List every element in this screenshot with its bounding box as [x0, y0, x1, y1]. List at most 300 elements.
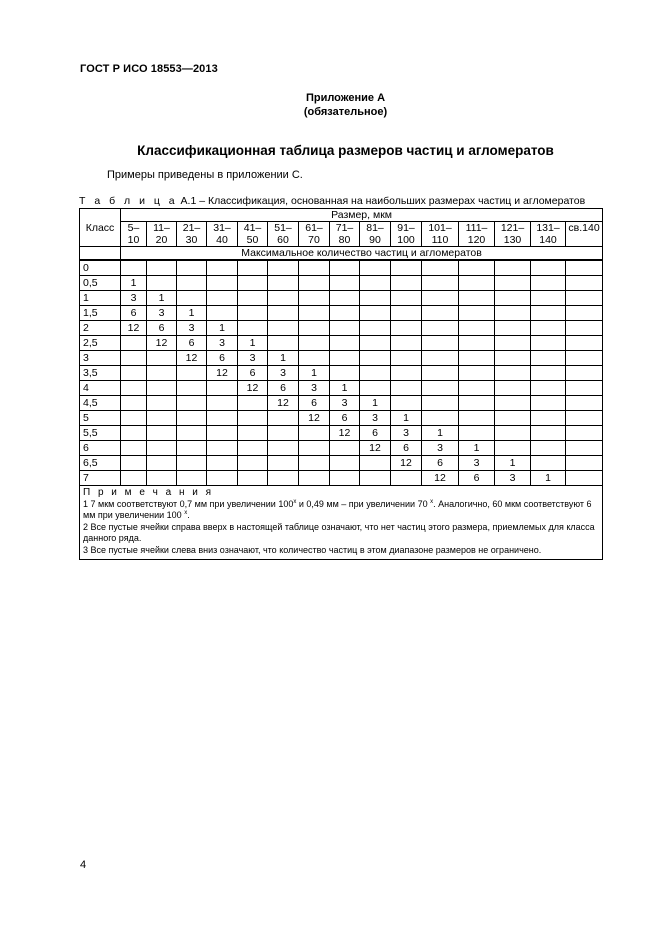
- count-cell: [238, 411, 268, 426]
- count-cell: 1: [459, 441, 495, 456]
- count-cell: [566, 426, 603, 441]
- count-cell: [238, 291, 268, 306]
- table-caption-text: А.1 – Классификация, основанная на наибольших размерах частиц и агломератов: [177, 195, 586, 207]
- count-cell: [422, 321, 459, 336]
- count-cell: [299, 336, 330, 351]
- table-row: [80, 426, 603, 441]
- count-cell: [360, 381, 391, 396]
- count-cell: [238, 471, 268, 486]
- size-range-header: [207, 222, 238, 247]
- count-cell: [121, 260, 147, 276]
- classification-table: [79, 208, 603, 560]
- size-range-to: 120: [467, 234, 486, 246]
- count-cell: [177, 276, 207, 291]
- count-cell: 1: [495, 456, 531, 471]
- count-cell: 3: [391, 426, 422, 441]
- table-row: [80, 471, 603, 486]
- size-range-from: 71–: [335, 222, 354, 234]
- class-cell: 0: [80, 260, 121, 276]
- count-cell: [422, 336, 459, 351]
- size-range-to: 90: [369, 234, 381, 246]
- count-cell: [531, 396, 566, 411]
- table-row: [80, 456, 603, 471]
- count-cell: [207, 456, 238, 471]
- count-cell: [207, 411, 238, 426]
- count-cell: [391, 336, 422, 351]
- note-1-part: х: [430, 498, 434, 505]
- count-cell: [238, 456, 268, 471]
- note-1-part: 1 7 мкм соответствуют 0,7 мм при увеличении 100: [83, 498, 294, 509]
- count-cell: [207, 396, 238, 411]
- count-cell: [121, 411, 147, 426]
- count-cell: [566, 306, 603, 321]
- count-cell: [268, 260, 299, 276]
- count-cell: 12: [330, 426, 360, 441]
- count-cell: [531, 336, 566, 351]
- count-cell: [268, 336, 299, 351]
- count-cell: 1: [330, 381, 360, 396]
- count-cell: [566, 366, 603, 381]
- count-cell: 1: [238, 336, 268, 351]
- count-cell: [391, 291, 422, 306]
- count-cell: [422, 306, 459, 321]
- count-cell: [459, 366, 495, 381]
- note-1: [83, 499, 599, 522]
- header-row-count: [80, 247, 603, 261]
- count-cell: [495, 336, 531, 351]
- count-cell: [268, 276, 299, 291]
- count-cell: [360, 336, 391, 351]
- size-range-header: [177, 222, 207, 247]
- count-cell: 1: [177, 306, 207, 321]
- count-cell: [207, 260, 238, 276]
- count-cell: [459, 336, 495, 351]
- count-cell: [531, 351, 566, 366]
- count-header: Максимальное количество частиц и агломератов: [121, 247, 603, 261]
- count-cell: [495, 411, 531, 426]
- count-cell: 12: [121, 321, 147, 336]
- count-cell: [238, 306, 268, 321]
- count-cell: [177, 441, 207, 456]
- size-range-to: 20: [155, 234, 168, 246]
- class-cell: 4: [80, 381, 121, 396]
- class-header-blank: [80, 247, 121, 261]
- count-cell: [391, 321, 422, 336]
- size-range-header: [495, 222, 531, 247]
- size-range-from: 91–: [397, 222, 415, 234]
- size-range-header: [299, 222, 330, 247]
- count-cell: [238, 260, 268, 276]
- count-cell: [566, 336, 603, 351]
- count-cell: [391, 471, 422, 486]
- count-cell: [391, 306, 422, 321]
- class-cell: 6: [80, 441, 121, 456]
- main-title-text: Классификационная таблица размеров частиц и агломератов: [137, 143, 554, 158]
- count-cell: [177, 260, 207, 276]
- count-cell: [495, 260, 531, 276]
- size-range-to: 30: [185, 234, 198, 246]
- count-cell: [360, 366, 391, 381]
- count-cell: [422, 260, 459, 276]
- count-cell: [531, 426, 566, 441]
- count-cell: [207, 381, 238, 396]
- size-range-from: 121–: [500, 222, 525, 234]
- count-cell: [566, 260, 603, 276]
- count-cell: [299, 306, 330, 321]
- count-cell: 6: [177, 336, 207, 351]
- count-cell: 12: [238, 381, 268, 396]
- note-1-part: и 0,49 мм – при увеличении 70: [296, 498, 431, 509]
- count-cell: 1: [422, 426, 459, 441]
- count-cell: [147, 381, 177, 396]
- count-cell: [459, 351, 495, 366]
- count-cell: [177, 366, 207, 381]
- count-cell: [299, 351, 330, 366]
- size-range-from: 51–: [274, 222, 292, 234]
- count-cell: 3: [147, 306, 177, 321]
- count-cell: [495, 441, 531, 456]
- size-range-from: 41–: [243, 222, 262, 234]
- table-row: [80, 441, 603, 456]
- count-cell: [177, 426, 207, 441]
- count-cell: [391, 396, 422, 411]
- class-cell: 3: [80, 351, 121, 366]
- count-cell: 6: [422, 456, 459, 471]
- class-cell: 0,5: [80, 276, 121, 291]
- table-row: [80, 260, 603, 276]
- count-cell: [459, 426, 495, 441]
- size-header: Размер, мкм: [121, 209, 603, 222]
- size-range-to: 140: [539, 234, 557, 246]
- count-cell: 12: [391, 456, 422, 471]
- count-cell: [147, 411, 177, 426]
- note-1-part: х: [293, 498, 297, 505]
- class-header: Класс: [80, 209, 121, 247]
- count-cell: 1: [299, 366, 330, 381]
- count-cell: [495, 381, 531, 396]
- count-cell: [121, 471, 147, 486]
- count-cell: [459, 396, 495, 411]
- count-cell: [299, 276, 330, 291]
- count-cell: 3: [268, 366, 299, 381]
- count-cell: [360, 260, 391, 276]
- count-cell: [177, 291, 207, 306]
- count-cell: [330, 291, 360, 306]
- count-cell: [330, 276, 360, 291]
- count-cell: 6: [268, 381, 299, 396]
- count-cell: [360, 321, 391, 336]
- size-range-header: [121, 222, 147, 247]
- count-cell: 6: [391, 441, 422, 456]
- count-cell: [299, 441, 330, 456]
- count-cell: [207, 471, 238, 486]
- size-range-from: 81–: [366, 222, 384, 234]
- count-cell: [147, 276, 177, 291]
- count-cell: [147, 260, 177, 276]
- size-range-from: 5–: [127, 222, 140, 234]
- count-cell: 6: [121, 306, 147, 321]
- count-cell: [422, 276, 459, 291]
- count-cell: [391, 260, 422, 276]
- count-cell: [495, 396, 531, 411]
- count-cell: 6: [330, 411, 360, 426]
- count-cell: [238, 276, 268, 291]
- size-range-from: 11–: [153, 222, 170, 234]
- page-number: 4: [80, 859, 87, 871]
- count-cell: [495, 366, 531, 381]
- count-cell: 3: [330, 396, 360, 411]
- count-cell: [299, 456, 330, 471]
- size-range-from: 31–: [213, 222, 231, 234]
- count-cell: [531, 381, 566, 396]
- header-row-ranges: [80, 222, 603, 247]
- header-row-size: [80, 209, 603, 222]
- appendix-title: Приложение А: [305, 92, 386, 104]
- count-cell: [531, 366, 566, 381]
- count-cell: [121, 426, 147, 441]
- count-cell: 3: [495, 471, 531, 486]
- count-cell: [495, 426, 531, 441]
- count-cell: [121, 396, 147, 411]
- count-cell: 6: [238, 366, 268, 381]
- count-cell: [531, 260, 566, 276]
- count-cell: [147, 396, 177, 411]
- size-range-to: 50: [246, 234, 259, 246]
- size-range-header: [531, 222, 566, 247]
- count-cell: [422, 411, 459, 426]
- count-cell: 1: [207, 321, 238, 336]
- notes-cell: [80, 486, 603, 560]
- count-cell: [566, 441, 603, 456]
- count-cell: [299, 471, 330, 486]
- size-range-from: св.140: [568, 222, 600, 234]
- note-2: 2 Все пустые ячейки справа вверх в настоящей таблице означают, что нет частиц этого размера, приемлемых для класса данного ряда.: [83, 521, 595, 543]
- class-cell: 5: [80, 411, 121, 426]
- count-cell: [121, 456, 147, 471]
- count-cell: 1: [360, 396, 391, 411]
- class-cell: 3,5: [80, 366, 121, 381]
- size-range-from: 61–: [305, 222, 323, 234]
- count-cell: [147, 351, 177, 366]
- count-cell: [268, 471, 299, 486]
- count-cell: [268, 441, 299, 456]
- class-cell: 6,5: [80, 456, 121, 471]
- count-cell: [566, 396, 603, 411]
- count-cell: [238, 321, 268, 336]
- count-cell: [459, 306, 495, 321]
- count-cell: 12: [422, 471, 459, 486]
- count-cell: [531, 411, 566, 426]
- count-cell: [360, 471, 391, 486]
- count-cell: [422, 396, 459, 411]
- table-row: [80, 411, 603, 426]
- count-cell: [238, 426, 268, 441]
- count-cell: [422, 351, 459, 366]
- size-range-header: [391, 222, 422, 247]
- count-cell: [177, 471, 207, 486]
- count-cell: [121, 381, 147, 396]
- count-cell: [147, 441, 177, 456]
- count-cell: [459, 291, 495, 306]
- count-cell: [566, 381, 603, 396]
- count-cell: [177, 396, 207, 411]
- count-cell: [330, 260, 360, 276]
- count-cell: 12: [207, 366, 238, 381]
- main-title: [0, 143, 661, 158]
- count-cell: [391, 276, 422, 291]
- size-range-header: [566, 222, 603, 247]
- count-cell: [391, 351, 422, 366]
- count-cell: [495, 321, 531, 336]
- appendix-heading: [0, 91, 661, 119]
- count-cell: [531, 456, 566, 471]
- count-cell: 1: [147, 291, 177, 306]
- count-cell: 3: [299, 381, 330, 396]
- count-cell: [177, 381, 207, 396]
- size-range-to: 110: [431, 234, 449, 246]
- count-cell: [495, 351, 531, 366]
- count-cell: [495, 276, 531, 291]
- count-cell: [531, 441, 566, 456]
- table-row: [80, 381, 603, 396]
- notes-title: П р и м е ч а н и я: [83, 487, 214, 498]
- count-cell: [360, 456, 391, 471]
- count-cell: 3: [238, 351, 268, 366]
- table-row: [80, 321, 603, 336]
- count-cell: 3: [459, 456, 495, 471]
- note-1-part: х: [184, 510, 188, 516]
- size-range-to: 70: [308, 234, 320, 246]
- count-cell: [330, 321, 360, 336]
- count-cell: [177, 411, 207, 426]
- count-cell: [147, 366, 177, 381]
- class-cell: 2,5: [80, 336, 121, 351]
- class-cell: 1: [80, 291, 121, 306]
- table-row: [80, 291, 603, 306]
- table-row: [80, 351, 603, 366]
- count-cell: 6: [207, 351, 238, 366]
- count-cell: [330, 336, 360, 351]
- count-cell: [299, 291, 330, 306]
- class-cell: 2: [80, 321, 121, 336]
- count-cell: [207, 291, 238, 306]
- count-cell: [330, 456, 360, 471]
- count-cell: [360, 276, 391, 291]
- table-row: [80, 366, 603, 381]
- size-range-to: 130: [503, 234, 522, 246]
- size-range-header: [360, 222, 391, 247]
- count-cell: 6: [147, 321, 177, 336]
- size-range-from: 111–: [465, 222, 488, 234]
- size-range-header: [330, 222, 360, 247]
- size-range-to: 60: [277, 234, 289, 246]
- size-range-header: [147, 222, 177, 247]
- count-cell: [207, 306, 238, 321]
- count-cell: [147, 426, 177, 441]
- count-cell: 12: [177, 351, 207, 366]
- count-cell: [422, 366, 459, 381]
- size-range-header: [238, 222, 268, 247]
- count-cell: [299, 426, 330, 441]
- class-cell: 1,5: [80, 306, 121, 321]
- table-row: [80, 306, 603, 321]
- table-row: [80, 396, 603, 411]
- size-range-from: 101–: [428, 222, 452, 234]
- count-cell: [268, 321, 299, 336]
- count-cell: [391, 366, 422, 381]
- count-cell: [422, 381, 459, 396]
- count-cell: [121, 351, 147, 366]
- document-header: ГОСТ Р ИСО 18553—2013: [80, 63, 218, 75]
- count-cell: 12: [360, 441, 391, 456]
- count-cell: 3: [207, 336, 238, 351]
- count-cell: [566, 291, 603, 306]
- note-1-part: . Аналогично, 60 мкм соответствуют 6 мм при увеличении 100: [83, 498, 592, 520]
- size-range-header: [268, 222, 299, 247]
- count-cell: [531, 276, 566, 291]
- count-cell: [459, 321, 495, 336]
- table-caption: [79, 195, 585, 207]
- count-cell: [360, 291, 391, 306]
- count-cell: [330, 351, 360, 366]
- count-cell: [147, 471, 177, 486]
- count-cell: [566, 456, 603, 471]
- count-cell: [566, 471, 603, 486]
- count-cell: [147, 456, 177, 471]
- count-cell: 12: [147, 336, 177, 351]
- count-cell: [566, 351, 603, 366]
- count-cell: 3: [177, 321, 207, 336]
- size-range-header: [459, 222, 495, 247]
- count-cell: [177, 456, 207, 471]
- count-cell: [268, 411, 299, 426]
- count-cell: [495, 291, 531, 306]
- count-cell: [330, 306, 360, 321]
- size-range-from: 131–: [536, 222, 560, 234]
- count-cell: [459, 260, 495, 276]
- count-cell: [207, 276, 238, 291]
- count-cell: [422, 291, 459, 306]
- count-cell: [121, 336, 147, 351]
- note-1-part: .: [187, 510, 190, 520]
- examples-text: Примеры приведены в приложении С.: [107, 169, 303, 181]
- count-cell: [330, 366, 360, 381]
- count-cell: [238, 396, 268, 411]
- size-range-from: 21–: [182, 222, 201, 234]
- count-cell: [268, 426, 299, 441]
- count-cell: [566, 276, 603, 291]
- size-range-to: 40: [216, 234, 228, 246]
- count-cell: [495, 306, 531, 321]
- count-cell: 12: [299, 411, 330, 426]
- count-cell: 12: [268, 396, 299, 411]
- count-cell: 6: [360, 426, 391, 441]
- count-cell: 1: [531, 471, 566, 486]
- size-range-to: 80: [338, 234, 351, 246]
- count-cell: [207, 441, 238, 456]
- count-cell: [330, 471, 360, 486]
- class-cell: 4,5: [80, 396, 121, 411]
- table-row: [80, 276, 603, 291]
- count-cell: 1: [121, 276, 147, 291]
- class-cell: 7: [80, 471, 121, 486]
- count-cell: [459, 276, 495, 291]
- count-cell: [121, 366, 147, 381]
- count-cell: [531, 306, 566, 321]
- count-cell: 3: [422, 441, 459, 456]
- count-cell: 3: [360, 411, 391, 426]
- size-range-to: 100: [397, 234, 415, 246]
